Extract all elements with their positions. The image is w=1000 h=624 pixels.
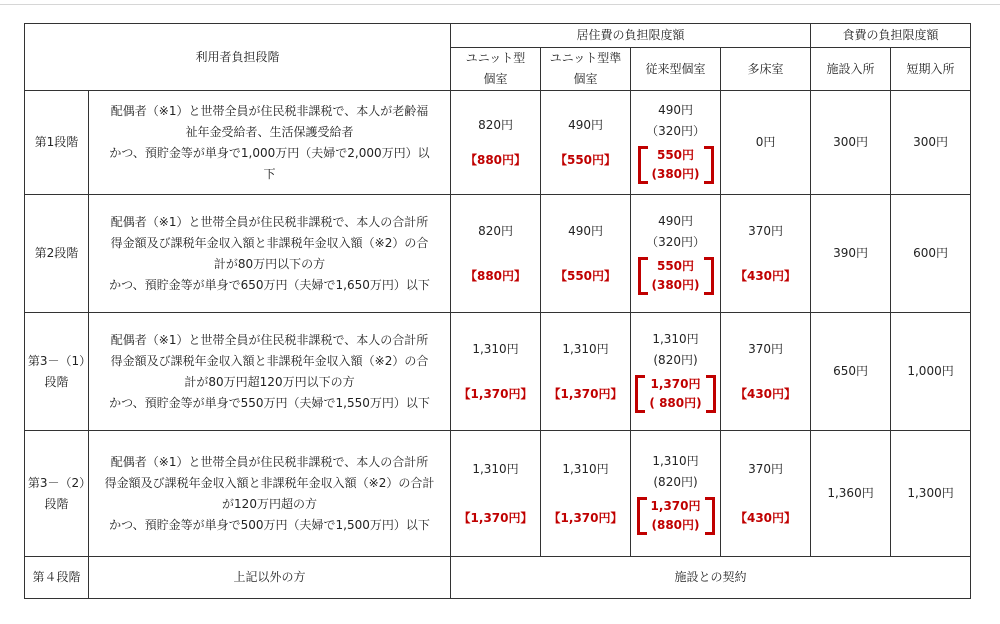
amount-revised: 【430円】 (734, 510, 797, 525)
conventional-private-cell (631, 195, 721, 313)
revised-amount-bracket (635, 375, 715, 413)
conventional-private-cell (631, 431, 721, 557)
table-row (25, 313, 971, 431)
amount-revised-sub: (380円) (651, 278, 700, 292)
multi-bed-cell (721, 431, 811, 557)
facility-admission-header: 施設入所 (811, 48, 891, 91)
unit-private-cell (451, 195, 541, 313)
food-short-stay-cell: 1,300円 (891, 431, 971, 557)
amount: 1,310円 (562, 341, 609, 356)
table-row (25, 91, 971, 195)
revised-amount-bracket (638, 146, 714, 184)
food-facility-cell: 1,360円 (811, 431, 891, 557)
stage-description: 上記以外の方 (89, 557, 451, 599)
amount-revised: 【1,370円】 (548, 386, 623, 401)
amount-revised: 【1,370円】 (548, 510, 623, 525)
conventional-private-cell (631, 91, 721, 195)
amount: 490円 (658, 103, 693, 117)
amount: 370円 (748, 341, 783, 356)
unit-semi-private-cell (541, 313, 631, 431)
amount-revised: 550円 (656, 148, 695, 162)
housing-cost-header: 居住費の負担限度額 (451, 24, 811, 48)
unit-semi-private-cell (541, 91, 631, 195)
amount-revised: 【1,370円】 (458, 386, 533, 401)
stage-label: 第3－（1）段階 (25, 313, 89, 431)
stage-column-header: 利用者負担段階 (25, 24, 451, 91)
amount-revised: 【550円】 (554, 152, 617, 167)
amount-revised: 【880円】 (464, 152, 527, 167)
stage-description (89, 195, 451, 313)
unit-semi-header-line2: 個室 (573, 72, 598, 86)
amount: 820円 (478, 117, 513, 132)
amount-revised: 【1,370円】 (458, 510, 533, 525)
description-line: かつ、預貯金等が単身で1,000万円（夫婦で2,000万円）以 (109, 145, 430, 160)
table-row (25, 557, 971, 599)
amount-sub: （320円） (646, 124, 705, 138)
multi-bed-header: 多床室 (721, 48, 811, 91)
description-line: 配偶者（※1）と世帯全員が住民税非課税で、本人の合計所 (110, 454, 429, 469)
amount: 1,310円 (472, 461, 519, 476)
stage-description (89, 313, 451, 431)
multi-bed-cell (721, 195, 811, 313)
unit-semi-private-header (541, 48, 631, 91)
food-facility-cell: 390円 (811, 195, 891, 313)
description-line: 配偶者（※1）と世帯全員が住民税非課税で、本人の合計所 (110, 214, 429, 229)
top-divider (0, 4, 1000, 5)
stage-label: 第2段階 (25, 195, 89, 313)
amount: 370円 (748, 223, 783, 238)
table-row (25, 195, 971, 313)
facility-contract-cell: 施設との契約 (451, 557, 971, 599)
unit-private-cell (451, 431, 541, 557)
stage-label: 第1段階 (25, 91, 89, 195)
conventional-private-cell (631, 313, 721, 431)
description-line: かつ、預貯金等が単身で550万円（夫婦で1,550万円）以下 (109, 395, 430, 410)
amount-sub: （320円） (646, 235, 705, 249)
conventional-private-header: 従来型個室 (631, 48, 721, 91)
description-line: かつ、預貯金等が単身で500万円（夫婦で1,500万円）以下 (109, 517, 430, 532)
amount: 1,310円 (472, 341, 519, 356)
food-short-stay-cell: 600円 (891, 195, 971, 313)
amount-revised: 【430円】 (734, 386, 797, 401)
description-line: かつ、預貯金等が単身で650万円（夫婦で1,650万円）以下 (109, 277, 430, 292)
description-line: 祉年金受給者、生活保護受給者 (185, 124, 354, 139)
amount: 0円 (755, 135, 776, 149)
description-line: 得金額及び課税年金収入額と非課税年金収入額（※2）の合 (110, 235, 429, 250)
unit-private-cell (451, 91, 541, 195)
unit-private-cell (451, 313, 541, 431)
amount: 490円 (658, 214, 693, 228)
unit-private-header-line2: 個室 (483, 72, 508, 86)
food-facility-cell: 650円 (811, 313, 891, 431)
description-line: 計が80万円超120万円以下の方 (184, 374, 355, 389)
amount-revised-sub: ( 880円) (649, 396, 702, 410)
amount-revised: 【430円】 (734, 268, 797, 283)
table-row (25, 431, 971, 557)
amount: 1,310円 (652, 332, 699, 346)
revised-amount-bracket (638, 257, 714, 295)
description-line: 下 (263, 166, 276, 181)
short-stay-header: 短期入所 (891, 48, 971, 91)
description-line: が120万円超の方 (222, 496, 317, 511)
amount-sub: (820円) (653, 353, 698, 367)
amount-revised: 550円 (656, 259, 695, 273)
food-short-stay-cell: 300円 (891, 91, 971, 195)
amount-sub: (820円) (653, 475, 698, 489)
food-cost-header: 食費の負担限度額 (811, 24, 971, 48)
unit-private-header (451, 48, 541, 91)
multi-bed-cell (721, 313, 811, 431)
amount: 820円 (478, 223, 513, 238)
amount: 490円 (568, 223, 603, 238)
unit-semi-header-line1: ユニット型準 (549, 51, 622, 65)
description-line: 得金額及び課税年金収入額と非課税年金収入額（※2）の合計 (104, 475, 435, 490)
revised-amount-bracket (637, 497, 715, 535)
amount-revised: 1,370円 (650, 499, 701, 513)
amount-revised: 【880円】 (464, 268, 527, 283)
unit-private-header-line1: ユニット型 (465, 51, 526, 65)
multi-bed-cell (721, 91, 811, 195)
stage-description (89, 431, 451, 557)
amount: 1,310円 (652, 454, 699, 468)
unit-semi-private-cell (541, 431, 631, 557)
description-line: 配偶者（※1）と世帯全員が住民税非課税で、本人が老齢福 (110, 103, 429, 118)
food-facility-cell: 300円 (811, 91, 891, 195)
stage-label: 第3－（2）段階 (25, 431, 89, 557)
amount-revised: 1,370円 (650, 377, 701, 391)
amount-revised-sub: (880円) (651, 518, 700, 532)
description-line: 配偶者（※1）と世帯全員が住民税非課税で、本人の合計所 (110, 332, 429, 347)
amount: 490円 (568, 117, 603, 132)
stage-description (89, 91, 451, 195)
description-line: 得金額及び課税年金収入額と非課税年金収入額（※2）の合 (110, 353, 429, 368)
amount: 370円 (748, 461, 783, 476)
unit-semi-private-cell (541, 195, 631, 313)
amount-revised: 【550円】 (554, 268, 617, 283)
description-line: 計が80万円以下の方 (213, 256, 326, 271)
food-short-stay-cell: 1,000円 (891, 313, 971, 431)
fee-limit-table (24, 23, 971, 599)
stage-label: 第４段階 (25, 557, 89, 599)
amount: 1,310円 (562, 461, 609, 476)
amount-revised-sub: (380円) (651, 167, 700, 181)
